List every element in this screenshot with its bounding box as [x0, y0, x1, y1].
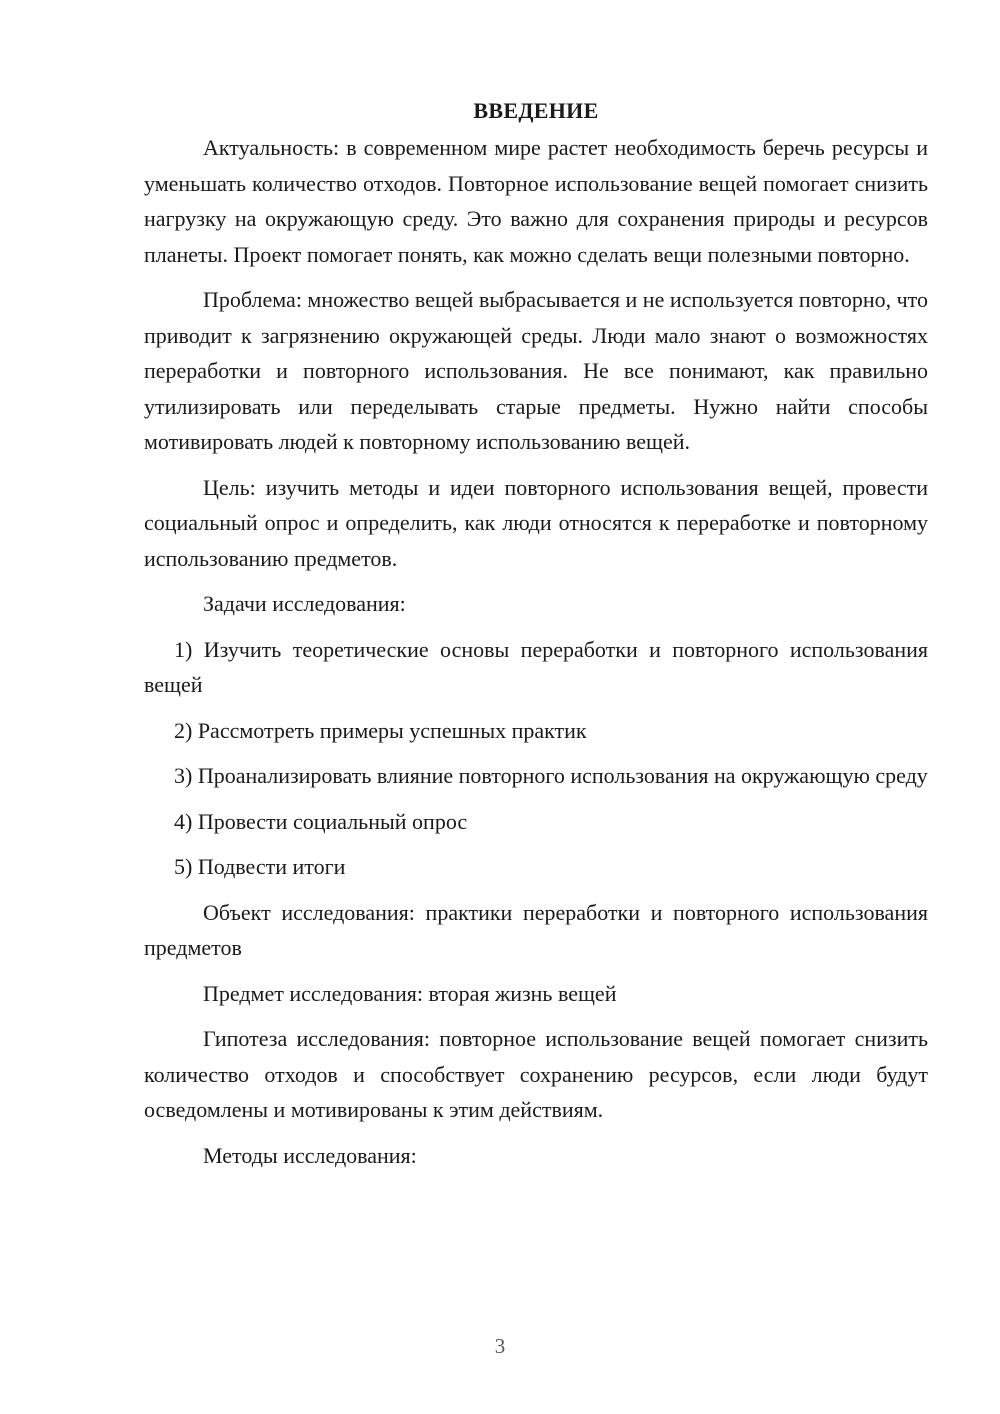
list-item-task-3: 3) Проанализировать влияние повторного использования на окружающую среду [174, 763, 928, 788]
list-item-task-5: 5) Подвести итоги [174, 854, 346, 879]
page-number: 3 [494, 1334, 506, 1358]
paragraph-hypothesis: Гипотеза исследования: повторное использование вещей помогает снизить количество отходов и способствует сохранению ресурсов, если люди будут осведомлены и мотивированы к этим действиям. [144, 1026, 928, 1122]
list-item-task-4: 4) Провести социальный опрос [174, 808, 468, 834]
tasks-heading: Задачи исследования: [203, 591, 406, 616]
list-item-task-2: 2) Рассмотреть примеры успешных практик [174, 717, 587, 743]
paragraph-relevance: Актуальность: в современном мире растет необходимость беречь ресурсы и уменьшать количество отходов. Повторное использование вещей помогает снизить нагрузку на окружающую среду. Это важно для сохранения природы и ресурсов планеты. Проект помогает понять, как можно сделать вещи полезными повторно. [144, 135, 928, 267]
paragraph-problem: Проблема: множество вещей выбрасывается и не используется повторно, что приводит к загрязнению окружающей среды. Люди мало знают о возможностях переработки и повторного использования. Не все понимают, как правильно утилизировать или переделывать старые предметы. Нужно найти способы мотивировать людей к повторному использованию вещей. [144, 287, 928, 454]
paragraph-subject: Предмет исследования: вторая жизнь вещей [203, 980, 617, 1006]
methods-heading: Методы исследования: [203, 1142, 417, 1168]
document-page [144, 96, 928, 1183]
list-item-task-1: 1) Изучить теоретические основы переработки и повторного использования вещей [144, 636, 928, 697]
section-title: ВВЕДЕНИЕ [473, 98, 599, 123]
paragraph-goal: Цель: изучить методы и идеи повторного использования вещей, провести социальный опрос и определить, как люди относятся к переработке и повторному использованию предметов. [144, 474, 928, 571]
paragraph-object: Объект исследования: практики переработки и повторного использования предметов [144, 899, 928, 960]
